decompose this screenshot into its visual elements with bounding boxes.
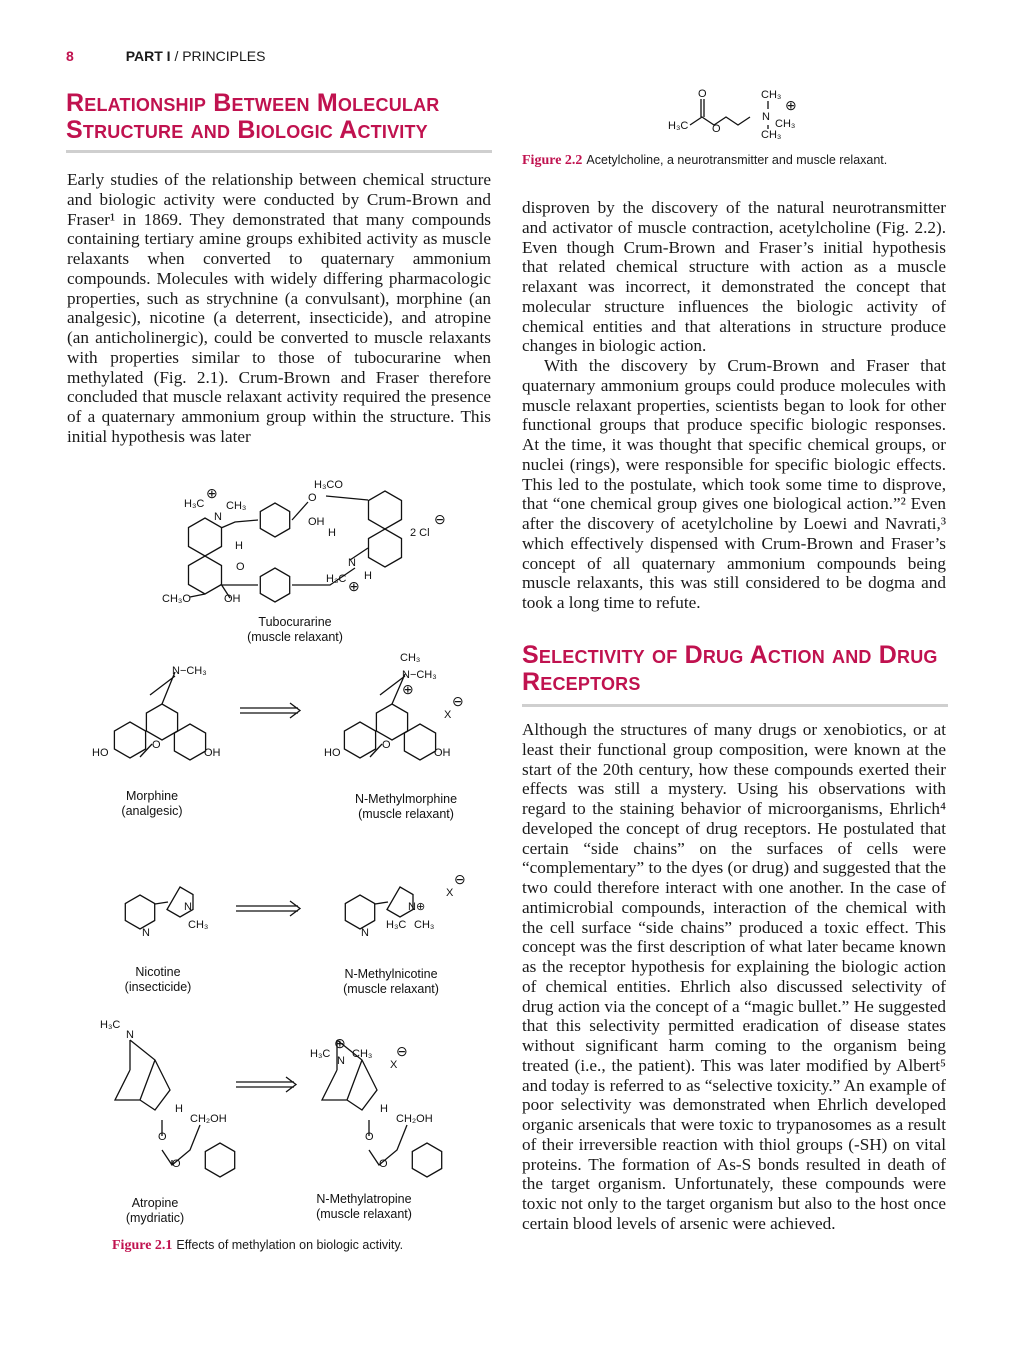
- ring: [189, 518, 222, 556]
- counterion: X: [446, 887, 454, 899]
- acetylcholine-bonds: [690, 99, 768, 129]
- ring: [174, 724, 205, 760]
- atom-label: O: [152, 739, 161, 751]
- ring: [260, 568, 289, 602]
- nicotine: [125, 901, 209, 994]
- atom-label: O: [379, 1158, 388, 1170]
- ring: [369, 491, 402, 529]
- atom-label: CH₃: [414, 919, 435, 931]
- minus-charge: ⊖: [452, 693, 464, 709]
- ring: [189, 556, 222, 594]
- compound-name: N-Methylmorphine: [354, 792, 458, 806]
- compound-role: (muscle relaxant): [247, 630, 343, 644]
- ring: [412, 1143, 441, 1177]
- methylation-arrow: [236, 901, 300, 916]
- atom-label: N: [214, 511, 222, 523]
- compound-role: (insecticide): [124, 980, 192, 994]
- caption-text: Effects of methylation on biologic activity.: [176, 1238, 404, 1252]
- atom-label: N⊕: [408, 901, 426, 913]
- ring: [404, 724, 435, 760]
- tubocurarine: [162, 479, 446, 644]
- ring: [114, 722, 145, 758]
- atom-label: HO: [92, 747, 109, 759]
- ring: [146, 704, 177, 740]
- methylation-arrow: [236, 1077, 296, 1092]
- heading-rule: [66, 150, 492, 153]
- atom-label: O: [698, 88, 707, 100]
- atom-label: H₃C: [326, 573, 347, 585]
- compound-name: Morphine: [125, 789, 179, 803]
- atom-label: CH₃: [226, 500, 247, 512]
- right-paragraph-3: Although the structures of many drugs or xenobiotics, or at least their functional group composition, were known at the start of the 20th century, how these compounds exerted their effects was still a mystery. Using his observations with regard to the staining behavior of microorganisms, Ehrlich⁴ developed the concept of drug receptors. He postulated that certain “side chains” on the surfaces of cells were “complementary” to the dyes (or drug) and suggested that the two could therefore interact with one another. In the case of antimicrobial compounds, interaction of the chemical with the cell surface “side chains” produced a toxic effect. This concept was the first description of what later became known as the receptor hypothesis for explaining the biologic action of chemical entities. Ehrlich also discussed selectivity of drug action via the concept of a “magic bullet.” He suggested that this selectivity permitted eradication of disease states without significant harm coming to the organism being treated (i.e., the patient). This was later modified by Albert⁵ and today is referred to as “selective toxicity.” An example of poor selectivity was demonstrated when Ehrlich developed organic arsenicals that were toxic to trypanosomes as a result of their irreversible reaction with thiol groups (-SH) on vital proteins. The formation of As-S bonds resulted in death of the target organism. Unfortunately, these compounds were toxic not only to the target organism but also to the host once certain blood levels of arsenic were achieved.: [522, 720, 946, 1233]
- compound-role: (muscle relaxant): [316, 1207, 412, 1221]
- ring: [125, 895, 154, 929]
- atom-label: H: [328, 527, 336, 539]
- heading-rule: [522, 704, 948, 707]
- plus-charge: ⊕: [348, 578, 360, 594]
- ring: [376, 704, 407, 740]
- ring: [260, 503, 289, 537]
- atom-label: CH₃: [761, 129, 782, 140]
- atom-label: N: [126, 1029, 134, 1041]
- atom-label: H₃C: [184, 498, 205, 510]
- atom-label: O: [308, 492, 317, 504]
- atom-label: O: [236, 561, 245, 573]
- atom-label: HO: [324, 747, 341, 759]
- atom-label: O: [382, 739, 391, 751]
- plus-charge: ⊕: [334, 1035, 346, 1051]
- atropine: [100, 1019, 227, 1225]
- atom-label: CH₃O: [162, 593, 191, 605]
- atom-label: H: [235, 540, 243, 552]
- bond: [375, 902, 388, 904]
- compound-role: (muscle relaxant): [358, 807, 454, 821]
- compound-name: Atropine: [131, 1196, 179, 1210]
- methylation-arrow: [240, 703, 300, 718]
- atom-label: N: [361, 927, 369, 939]
- atom-label: H₃C: [100, 1019, 121, 1031]
- page-number: 8: [66, 48, 74, 64]
- atom-label: N: [762, 111, 770, 123]
- minus-charge: ⊖: [454, 871, 466, 887]
- atom-label: OH: [224, 593, 241, 605]
- section-label: PRINCIPLES: [182, 48, 266, 64]
- atom-label: OH: [204, 747, 221, 759]
- acetylcholine-structure: [660, 85, 820, 140]
- right-paragraph-2: With the discovery by Crum-Brown and Fraser that quaternary ammonium groups could produce molecules with muscle relaxant properties, scientists began to look for other functional groups that produce specific biologic responses. At the time, it was thought that specific chemical groups, or nuclei (rings), were responsible for specific biologic effects. This led to the postulate, which took some time to disprove, that “one chemical group gives one biological action.”² Even after the discovery of acetylcholine by Loewi and Navrati,³ which effectively dispensed with Crum-Brown and Fraser’s concept of all quaternary ammonium compounds being muscle relaxants, this was still considered to be dogma and took a long time to refute.: [522, 356, 946, 612]
- atom-label: CH₃: [188, 919, 209, 931]
- atom-label: N: [184, 901, 192, 913]
- plus-charge: ⊕: [785, 97, 797, 113]
- atom-label: H: [380, 1103, 388, 1115]
- ring: [369, 529, 402, 567]
- atom-label: OH: [434, 747, 451, 759]
- running-header: [66, 48, 265, 64]
- atom-label: N: [348, 557, 356, 569]
- counterion: X: [390, 1059, 398, 1071]
- atom-label: CH₃: [400, 652, 421, 664]
- atom-label: N: [337, 1055, 345, 1067]
- atom-label: CH₂OH: [396, 1113, 433, 1125]
- plus-charge: ⊕: [206, 485, 218, 501]
- plus-charge: ⊕: [402, 681, 414, 697]
- ring: [344, 722, 375, 758]
- bond: [115, 1040, 200, 1165]
- minus-charge: ⊖: [396, 1043, 408, 1059]
- figure-2-1-caption: [112, 1238, 403, 1254]
- right-paragraph-1: disproven by the discovery of the natural neurotransmitter and activator of muscle contraction, acetylcholine (Fig. 2.2). Even though Crum-Brown and Fraser’s initial hypothesis that related chemical structure with action as a muscle relaxant was incorrect, it demonstrated the concept that molecular structure influences the biologic activity of chemical entities and that alterations in structure produce changes in biologic action.: [522, 198, 946, 356]
- atom-label: N−CH₃: [402, 669, 437, 681]
- morphine: [92, 665, 221, 818]
- counterion: X: [444, 709, 452, 721]
- reaction-arrows: [236, 703, 300, 1092]
- compound-role: (analgesic): [121, 804, 183, 818]
- atom-label: OH: [308, 516, 325, 528]
- atom-label: 2 Cl: [410, 527, 430, 539]
- compound-name: Nicotine: [135, 965, 181, 979]
- atom-label: CH₃: [775, 118, 796, 130]
- atom-label: H₃C: [386, 919, 407, 931]
- section-heading-relationship: Relationship Between Molecular Structure and Biologic Activity: [66, 89, 440, 144]
- atom-label: N: [142, 927, 150, 939]
- atom-label: H: [364, 570, 372, 582]
- ring: [345, 895, 374, 929]
- section-heading-selectivity: Selectivity of Drug Action and Drug Receptors: [522, 641, 938, 696]
- atom-label: N−CH₃: [172, 665, 207, 677]
- bond: [155, 902, 168, 904]
- figure-label: Figure 2.1: [112, 1238, 173, 1253]
- atom-label: CH₃: [761, 89, 782, 101]
- figure-2-2-caption: [522, 153, 887, 169]
- compound-name: N-Methylnicotine: [344, 967, 438, 981]
- atom-label: O: [365, 1131, 374, 1143]
- caption-text: Acetylcholine, a neurotransmitter and muscle relaxant.: [586, 153, 888, 167]
- atom-label: H₃C: [310, 1048, 331, 1060]
- separator: /: [174, 48, 179, 64]
- atom-label: O: [158, 1131, 167, 1143]
- compound-name: N-Methylatropine: [316, 1192, 412, 1206]
- part-label: PART I: [125, 48, 171, 64]
- compound-role: (muscle relaxant): [343, 982, 439, 996]
- atom-label: H: [175, 1103, 183, 1115]
- n-methylatropine: [310, 1035, 433, 1221]
- atom-label: CH₂OH: [190, 1113, 227, 1125]
- figure-label: Figure 2.2: [522, 153, 583, 168]
- compound-role: (mydriatic): [125, 1211, 185, 1225]
- minus-charge: ⊖: [434, 511, 446, 527]
- atom-label: H₃CO: [314, 479, 343, 491]
- ring: [205, 1143, 234, 1177]
- atom-label: CH₃: [352, 1048, 373, 1060]
- atom-label: O: [172, 1158, 181, 1170]
- left-paragraph: Early studies of the relationship between chemical structure and biologic activity were conducted by Crum-Brown and Fraser¹ in 1869. They demonstrated that many compounds containing tertiary amine groups exhibited activity as muscle relaxants when converted to quaternary ammonium compounds. Molecules with widely differing pharmacologic properties, such as strychnine (a convulsant), morphine (an analgesic), nicotine (a deterrent, insecticide), and atropine (an anticholinergic), could be converted to muscle relaxants with properties similar to those of tubocurarine when methylated (Fig. 2.1). Crum-Brown and Fraser therefore concluded that muscle relaxant activity required the presence of a quaternary ammonium group within the structure. This initial hypothesis was later: [67, 170, 491, 446]
- compound-name: Tubocurarine: [258, 615, 332, 629]
- figure-2-1-structures: [80, 460, 500, 1240]
- atom-label: H₃C: [668, 120, 689, 132]
- atom-label: O: [712, 123, 721, 135]
